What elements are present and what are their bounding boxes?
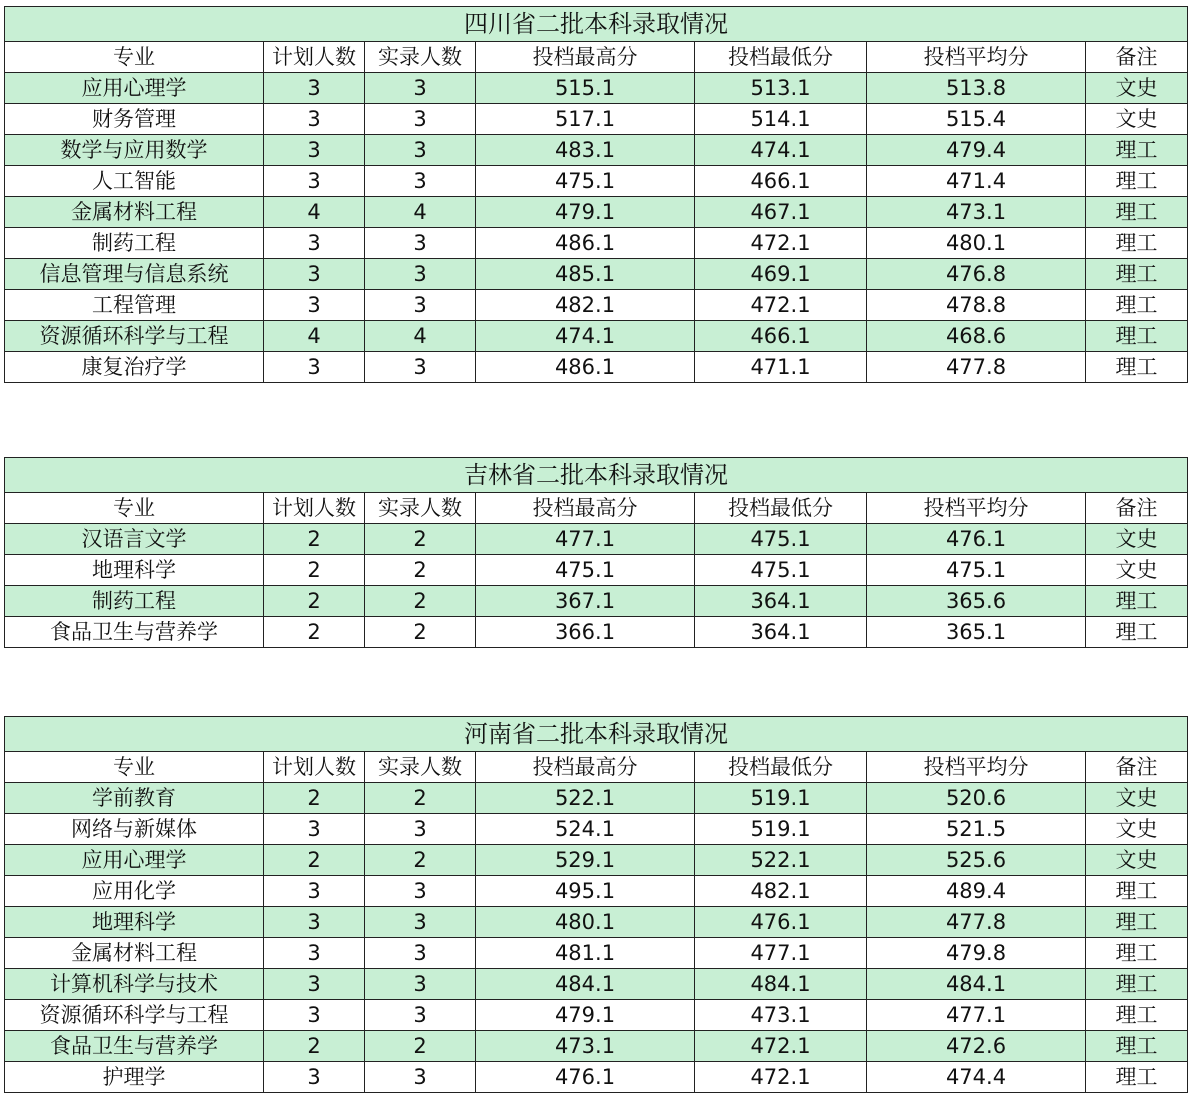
table-row (5, 104, 1188, 135)
table-header-row (5, 752, 1188, 783)
table-cell: 理工 (1086, 197, 1188, 228)
table-cell: 3 (264, 876, 365, 907)
table-cell: 485.1 (476, 259, 695, 290)
table-cell: 479.8 (867, 938, 1086, 969)
table-header-row (5, 493, 1188, 524)
table-cell: 食品卫生与营养学 (5, 617, 264, 648)
table-cell: 475.1 (476, 555, 695, 586)
table-row (5, 524, 1188, 555)
table-cell: 3 (365, 907, 476, 938)
table-cell: 366.1 (476, 617, 695, 648)
table-cell: 3 (365, 104, 476, 135)
table-cell: 474.4 (867, 1062, 1086, 1093)
table-cell: 3 (365, 1062, 476, 1093)
table-cell: 3 (365, 259, 476, 290)
table-cell: 365.6 (867, 586, 1086, 617)
table-cell: 489.4 (867, 876, 1086, 907)
table-cell: 472.1 (695, 290, 867, 321)
table-cell: 2 (264, 555, 365, 586)
table-cell: 2 (365, 555, 476, 586)
table-cell: 理工 (1086, 228, 1188, 259)
table-cell: 475.1 (695, 555, 867, 586)
table-cell: 理工 (1086, 586, 1188, 617)
table-row (5, 352, 1188, 383)
table-cell: 食品卫生与营养学 (5, 1031, 264, 1062)
table-cell: 2 (365, 845, 476, 876)
table-cell: 康复治疗学 (5, 352, 264, 383)
table-cell: 金属材料工程 (5, 938, 264, 969)
table-row (5, 845, 1188, 876)
table-cell: 理工 (1086, 1062, 1188, 1093)
table-cell: 3 (264, 104, 365, 135)
table-row (5, 228, 1188, 259)
table-cell: 理工 (1086, 290, 1188, 321)
table-cell: 477.1 (476, 524, 695, 555)
table-row (5, 617, 1188, 648)
table-cell: 计算机科学与技术 (5, 969, 264, 1000)
table-cell: 2 (365, 783, 476, 814)
table-cell: 525.6 (867, 845, 1086, 876)
table-cell: 522.1 (695, 845, 867, 876)
table-cell: 468.6 (867, 321, 1086, 352)
table-cell: 475.1 (476, 166, 695, 197)
table-cell: 467.1 (695, 197, 867, 228)
table-cell: 529.1 (476, 845, 695, 876)
table-cell: 数学与应用数学 (5, 135, 264, 166)
table-cell: 2 (264, 586, 365, 617)
table-cell: 365.1 (867, 617, 1086, 648)
column-header: 专业 (5, 493, 264, 524)
table-cell: 4 (264, 321, 365, 352)
table-cell: 367.1 (476, 586, 695, 617)
table-cell: 517.1 (476, 104, 695, 135)
table-cell: 466.1 (695, 321, 867, 352)
table-row (5, 73, 1188, 104)
column-header: 备注 (1086, 42, 1188, 73)
table-cell: 3 (365, 135, 476, 166)
table-cell: 513.8 (867, 73, 1086, 104)
table-row (5, 1062, 1188, 1093)
table-cell: 482.1 (476, 290, 695, 321)
column-header: 投档最低分 (695, 752, 867, 783)
column-header: 投档最低分 (695, 493, 867, 524)
column-header: 投档平均分 (867, 752, 1086, 783)
table-cell: 资源循环科学与工程 (5, 1000, 264, 1031)
table-cell: 文史 (1086, 783, 1188, 814)
table-cell: 515.4 (867, 104, 1086, 135)
table-cell: 应用化学 (5, 876, 264, 907)
table-cell: 3 (264, 73, 365, 104)
table-cell: 4 (264, 197, 365, 228)
column-header: 实录人数 (365, 752, 476, 783)
table-cell: 522.1 (476, 783, 695, 814)
table-cell: 4 (365, 197, 476, 228)
table-header-row (5, 42, 1188, 73)
table-cell: 人工智能 (5, 166, 264, 197)
column-header: 投档最高分 (476, 752, 695, 783)
table-cell: 477.8 (867, 907, 1086, 938)
table-cell: 3 (365, 290, 476, 321)
table-cell: 475.1 (695, 524, 867, 555)
table-cell: 3 (264, 1000, 365, 1031)
table-cell: 364.1 (695, 586, 867, 617)
table-cell: 理工 (1086, 876, 1188, 907)
table-row (5, 814, 1188, 845)
table-row (5, 1000, 1188, 1031)
table-cell: 2 (365, 586, 476, 617)
table-cell: 3 (264, 814, 365, 845)
table-cell: 文史 (1086, 845, 1188, 876)
table-cell: 469.1 (695, 259, 867, 290)
table-title: 吉林省二批本科录取情况 (5, 458, 1188, 493)
table-cell: 护理学 (5, 1062, 264, 1093)
table-cell: 478.8 (867, 290, 1086, 321)
table-cell: 2 (264, 783, 365, 814)
column-header: 实录人数 (365, 42, 476, 73)
table-cell: 472.1 (695, 1062, 867, 1093)
table-cell: 364.1 (695, 617, 867, 648)
table-row (5, 166, 1188, 197)
table-cell: 472.6 (867, 1031, 1086, 1062)
table-cell: 520.6 (867, 783, 1086, 814)
table-cell: 3 (365, 228, 476, 259)
table-cell: 理工 (1086, 938, 1188, 969)
table-title: 四川省二批本科录取情况 (5, 7, 1188, 42)
table-cell: 学前教育 (5, 783, 264, 814)
table-cell: 3 (264, 228, 365, 259)
table-cell: 理工 (1086, 135, 1188, 166)
table-cell: 3 (264, 166, 365, 197)
table-cell: 文史 (1086, 555, 1188, 586)
table-cell: 2 (365, 1031, 476, 1062)
table-cell: 524.1 (476, 814, 695, 845)
table-cell: 519.1 (695, 814, 867, 845)
table-cell: 地理科学 (5, 555, 264, 586)
table-title-row (5, 7, 1188, 42)
table-cell: 2 (264, 845, 365, 876)
table-cell: 3 (365, 352, 476, 383)
table-cell: 3 (264, 969, 365, 1000)
table-cell: 2 (264, 617, 365, 648)
column-header: 专业 (5, 752, 264, 783)
table-cell: 文史 (1086, 814, 1188, 845)
table-cell: 521.5 (867, 814, 1086, 845)
table-cell: 3 (264, 259, 365, 290)
table-cell: 513.1 (695, 73, 867, 104)
table-cell: 地理科学 (5, 907, 264, 938)
table-cell: 3 (365, 814, 476, 845)
table-cell: 476.1 (867, 524, 1086, 555)
table-row (5, 783, 1188, 814)
column-header: 实录人数 (365, 493, 476, 524)
column-header: 备注 (1086, 493, 1188, 524)
table-cell: 3 (264, 1062, 365, 1093)
table-cell: 472.1 (695, 1031, 867, 1062)
table-row (5, 290, 1188, 321)
table-cell: 文史 (1086, 524, 1188, 555)
table-cell: 2 (365, 617, 476, 648)
table-cell: 3 (365, 969, 476, 1000)
table-row (5, 321, 1188, 352)
henan-admission-table (4, 716, 1188, 1093)
table-cell: 474.1 (476, 321, 695, 352)
table-cell: 474.1 (695, 135, 867, 166)
table-cell: 519.1 (695, 783, 867, 814)
table-cell: 文史 (1086, 104, 1188, 135)
table-row (5, 259, 1188, 290)
table-cell: 480.1 (476, 907, 695, 938)
table-cell: 484.1 (476, 969, 695, 1000)
table-cell: 477.1 (695, 938, 867, 969)
table-cell: 486.1 (476, 228, 695, 259)
table-cell: 476.8 (867, 259, 1086, 290)
table-cell: 应用心理学 (5, 845, 264, 876)
table-cell: 472.1 (695, 228, 867, 259)
table-cell: 476.1 (476, 1062, 695, 1093)
table-cell: 466.1 (695, 166, 867, 197)
table-cell: 信息管理与信息系统 (5, 259, 264, 290)
table-cell: 3 (365, 73, 476, 104)
table-cell: 汉语言文学 (5, 524, 264, 555)
table-cell: 471.4 (867, 166, 1086, 197)
table-cell: 应用心理学 (5, 73, 264, 104)
table-cell: 477.1 (867, 1000, 1086, 1031)
table-cell: 476.1 (695, 907, 867, 938)
table-cell: 2 (365, 524, 476, 555)
table-row (5, 586, 1188, 617)
table-title-row (5, 458, 1188, 493)
sichuan-admission-table (4, 6, 1188, 383)
table-cell: 财务管理 (5, 104, 264, 135)
table-cell: 473.1 (695, 1000, 867, 1031)
table-row (5, 197, 1188, 228)
table-cell: 479.1 (476, 1000, 695, 1031)
table-cell: 480.1 (867, 228, 1086, 259)
column-header: 投档平均分 (867, 42, 1086, 73)
table-row (5, 938, 1188, 969)
table-cell: 486.1 (476, 352, 695, 383)
table-cell: 制药工程 (5, 586, 264, 617)
table-cell: 475.1 (867, 555, 1086, 586)
column-header: 计划人数 (264, 42, 365, 73)
table-cell: 483.1 (476, 135, 695, 166)
table-cell: 理工 (1086, 1000, 1188, 1031)
table-cell: 3 (264, 290, 365, 321)
table-cell: 495.1 (476, 876, 695, 907)
table-cell: 479.1 (476, 197, 695, 228)
table-cell: 3 (365, 166, 476, 197)
table-cell: 484.1 (695, 969, 867, 1000)
table-cell: 3 (365, 938, 476, 969)
table-cell: 资源循环科学与工程 (5, 321, 264, 352)
column-header: 投档平均分 (867, 493, 1086, 524)
table-cell: 金属材料工程 (5, 197, 264, 228)
table-row (5, 907, 1188, 938)
table-cell: 理工 (1086, 166, 1188, 197)
table-cell: 理工 (1086, 352, 1188, 383)
table-cell: 471.1 (695, 352, 867, 383)
table-cell: 理工 (1086, 321, 1188, 352)
table-cell: 2 (264, 524, 365, 555)
table-cell: 理工 (1086, 907, 1188, 938)
table-cell: 理工 (1086, 969, 1188, 1000)
table-cell: 514.1 (695, 104, 867, 135)
column-header: 投档最低分 (695, 42, 867, 73)
table-cell: 477.8 (867, 352, 1086, 383)
table-cell: 文史 (1086, 73, 1188, 104)
table-cell: 制药工程 (5, 228, 264, 259)
table-cell: 3 (264, 907, 365, 938)
table-row (5, 555, 1188, 586)
table-row (5, 1031, 1188, 1062)
table-cell: 工程管理 (5, 290, 264, 321)
table-cell: 481.1 (476, 938, 695, 969)
table-cell: 4 (365, 321, 476, 352)
table-row (5, 876, 1188, 907)
column-header: 计划人数 (264, 752, 365, 783)
table-cell: 479.4 (867, 135, 1086, 166)
table-cell: 2 (264, 1031, 365, 1062)
table-title-row (5, 717, 1188, 752)
column-header: 投档最高分 (476, 42, 695, 73)
table-cell: 3 (264, 938, 365, 969)
table-cell: 484.1 (867, 969, 1086, 1000)
table-cell: 3 (365, 1000, 476, 1031)
column-header: 备注 (1086, 752, 1188, 783)
table-row (5, 969, 1188, 1000)
table-cell: 网络与新媒体 (5, 814, 264, 845)
table-cell: 3 (365, 876, 476, 907)
table-cell: 473.1 (867, 197, 1086, 228)
table-cell: 3 (264, 352, 365, 383)
table-cell: 515.1 (476, 73, 695, 104)
column-header: 投档最高分 (476, 493, 695, 524)
table-cell: 理工 (1086, 1031, 1188, 1062)
table-cell: 3 (264, 135, 365, 166)
table-cell: 473.1 (476, 1031, 695, 1062)
table-cell: 482.1 (695, 876, 867, 907)
column-header: 计划人数 (264, 493, 365, 524)
table-cell: 理工 (1086, 259, 1188, 290)
jilin-admission-table (4, 457, 1188, 648)
table-cell: 理工 (1086, 617, 1188, 648)
table-title: 河南省二批本科录取情况 (5, 717, 1188, 752)
column-header: 专业 (5, 42, 264, 73)
table-row (5, 135, 1188, 166)
